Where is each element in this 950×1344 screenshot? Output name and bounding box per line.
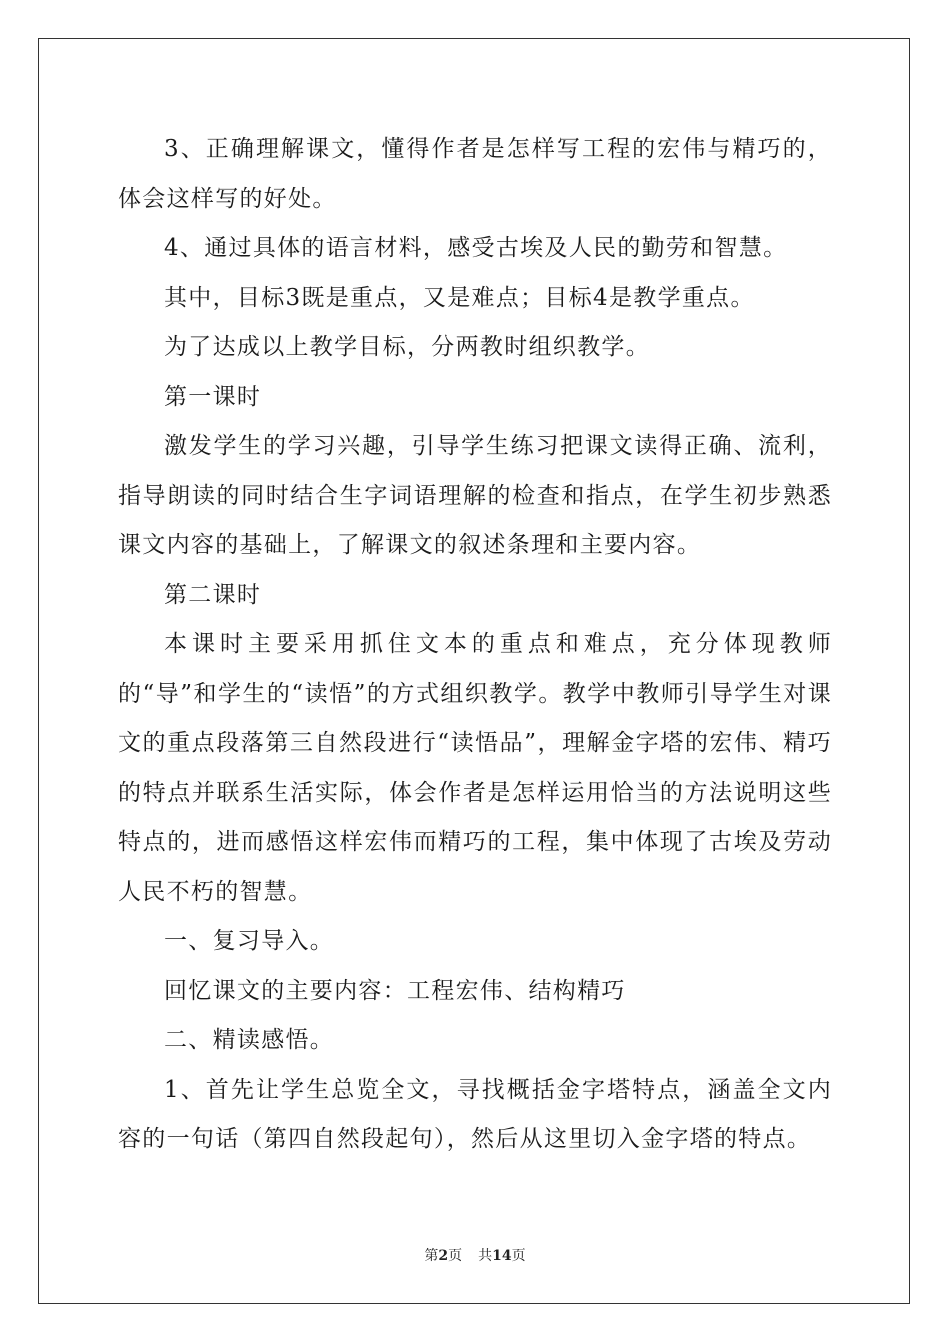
paragraph-objective-4: 4、通过具体的语言材料，感受古埃及人民的勤劳和智慧。 xyxy=(164,235,788,261)
heading-close-reading: 二、精读感悟。 xyxy=(164,1027,335,1053)
page-prefix: 第 xyxy=(424,1248,439,1264)
paragraph-lesson-plan: 为了达成以上教学目标，分两教时组织教学。 xyxy=(164,334,650,360)
page-suffix: 页 xyxy=(448,1248,463,1264)
total-prefix: 共 xyxy=(478,1248,493,1264)
paragraph-second-lesson: 本课时主要采用抓住文本的重点和难点，充分体现教师的“导”和学生的“读悟”的方式组织教学。教学中教师引导学生对课文的重点段落第三自然段进行“读悟品”，理解金字塔的宏伟、精巧的特点并联系生活实际，体会作者是怎样运用恰当的方法说明这些特点的，进而感悟这样宏伟而精巧的工程，集中体现了古埃及劳动人民不朽的智慧。 xyxy=(118,631,832,905)
paragraph-objective-3: 3、正确理解课文，懂得作者是怎样写工程的宏伟与精巧的，体会这样写的好处。 xyxy=(118,136,832,212)
total-suffix: 页 xyxy=(511,1248,526,1264)
heading-first-lesson: 第一课时 xyxy=(164,383,262,410)
heading-review: 一、复习导入。 xyxy=(164,928,335,954)
paragraph-review: 回忆课文的主要内容：工程宏伟、结构精巧 xyxy=(164,977,626,1004)
paragraph-close-reading-1: 1、首先让学生总览全文，寻找概括金字塔特点，涵盖全文内容的一句话（第四自然段起句），然后从这里切入金字塔的特点。 xyxy=(118,1076,832,1152)
paragraph-first-lesson: 激发学生的学习兴趣，引导学生练习把课文读得正确、流利，指导朗读的同时结合生字词语理解的检查和指点，在学生初步熟悉课文内容的基础上，了解课文的叙述条理和主要内容。 xyxy=(118,433,832,558)
heading-second-lesson: 第二课时 xyxy=(164,581,262,608)
page-footer xyxy=(0,1245,950,1265)
page-total: 14 xyxy=(492,1248,512,1264)
page-number: 2 xyxy=(438,1248,449,1264)
paragraph-key-points: 其中，目标3既是重点，又是难点；目标4是教学重点。 xyxy=(164,284,755,311)
document-body xyxy=(118,125,832,1165)
